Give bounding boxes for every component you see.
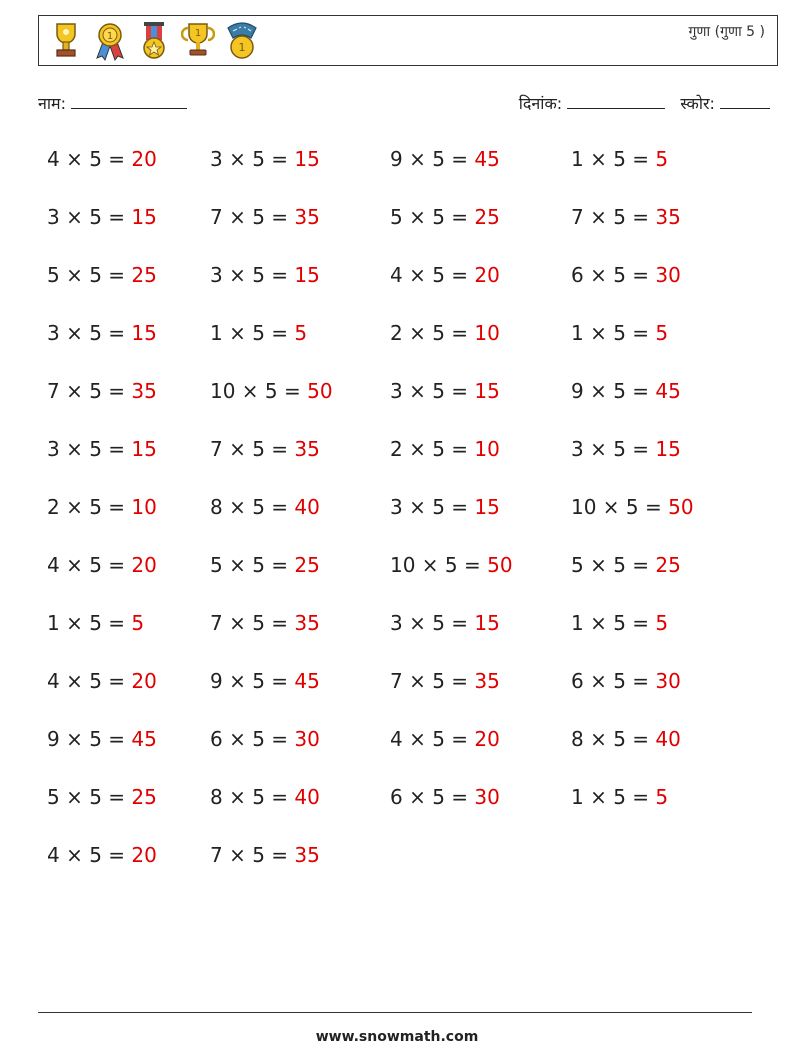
problem-answer: 15 — [131, 321, 157, 345]
problem-item — [210, 379, 333, 403]
problem-item — [47, 669, 157, 693]
problem-question: 1 × 5 = — [571, 785, 656, 809]
problem-answer: 30 — [474, 785, 500, 809]
medal-ribbon-icon — [93, 20, 127, 62]
problem-question: 6 × 5 = — [390, 785, 475, 809]
problem-answer: 30 — [294, 727, 320, 751]
problem-question: 7 × 5 = — [210, 437, 295, 461]
problem-answer: 45 — [131, 727, 157, 751]
problem-item — [390, 495, 500, 519]
problem-question: 4 × 5 = — [390, 263, 475, 287]
problem-item — [47, 553, 157, 577]
problem-answer: 50 — [668, 495, 694, 519]
problem-answer: 40 — [294, 495, 320, 519]
problem-item — [571, 611, 668, 635]
problem-answer: 5 — [655, 321, 669, 345]
problem-answer: 45 — [474, 147, 500, 171]
problem-item — [47, 727, 157, 751]
problem-item — [390, 437, 500, 461]
medal-blue-ribbon-icon — [225, 20, 259, 62]
problem-answer: 40 — [294, 785, 320, 809]
problem-answer: 15 — [131, 205, 157, 229]
problem-item — [210, 147, 320, 171]
problem-answer: 25 — [474, 205, 500, 229]
problem-item — [390, 785, 500, 809]
problem-item — [390, 263, 500, 287]
problem-item — [210, 727, 320, 751]
score-blank[interactable] — [720, 94, 770, 109]
problem-question: 7 × 5 = — [390, 669, 475, 693]
problem-item — [47, 611, 144, 635]
problem-question: 5 × 5 = — [47, 263, 132, 287]
problem-item — [47, 785, 157, 809]
problem-answer: 10 — [474, 321, 500, 345]
problem-item — [390, 611, 500, 635]
problem-answer: 35 — [131, 379, 157, 403]
problem-question: 6 × 5 = — [210, 727, 295, 751]
problem-question: 3 × 5 = — [390, 379, 475, 403]
problem-question: 1 × 5 = — [571, 147, 656, 171]
award-icons — [49, 20, 259, 62]
problem-item — [571, 553, 681, 577]
problem-answer: 45 — [655, 379, 681, 403]
problem-item — [571, 727, 681, 751]
problem-answer: 35 — [474, 669, 500, 693]
problem-question: 4 × 5 = — [47, 553, 132, 577]
problem-answer: 10 — [474, 437, 500, 461]
problem-item — [47, 437, 157, 461]
problem-question: 9 × 5 = — [390, 147, 475, 171]
problem-item — [47, 843, 157, 867]
problem-answer: 5 — [131, 611, 145, 635]
problem-answer: 10 — [131, 495, 157, 519]
problem-item — [571, 495, 694, 519]
problem-question: 2 × 5 = — [390, 321, 475, 345]
problem-answer: 15 — [131, 437, 157, 461]
problem-answer: 35 — [294, 843, 320, 867]
problem-answer: 15 — [474, 495, 500, 519]
problem-item — [47, 205, 157, 229]
problem-question: 3 × 5 = — [47, 437, 132, 461]
problem-question: 1 × 5 = — [210, 321, 295, 345]
problem-item — [210, 611, 320, 635]
problem-question: 4 × 5 = — [47, 843, 132, 867]
problem-item — [47, 379, 157, 403]
problem-item — [47, 263, 157, 287]
problem-question: 3 × 5 = — [210, 263, 295, 287]
problem-question: 7 × 5 = — [47, 379, 132, 403]
footer-divider — [38, 1012, 752, 1013]
problem-item — [390, 147, 500, 171]
problem-item — [571, 785, 668, 809]
problem-answer: 30 — [655, 263, 681, 287]
problem-question: 4 × 5 = — [47, 669, 132, 693]
problem-answer: 15 — [474, 379, 500, 403]
problem-question: 3 × 5 = — [390, 495, 475, 519]
svg-text:1: 1 — [238, 41, 246, 54]
problem-question: 8 × 5 = — [571, 727, 656, 751]
problem-question: 7 × 5 = — [571, 205, 656, 229]
problem-answer: 45 — [294, 669, 320, 693]
problem-answer: 15 — [294, 147, 320, 171]
problem-answer: 20 — [474, 263, 500, 287]
problem-item — [390, 669, 500, 693]
site-url: www.snowmath.com — [315, 1029, 479, 1045]
problem-item — [47, 321, 157, 345]
trophy-handles-icon — [181, 20, 215, 62]
problem-answer: 35 — [294, 205, 320, 229]
name-field — [38, 92, 187, 114]
problem-question: 3 × 5 = — [47, 321, 132, 345]
problem-question: 3 × 5 = — [210, 147, 295, 171]
worksheet-header — [38, 15, 778, 66]
problem-item — [571, 379, 681, 403]
problem-item — [210, 843, 320, 867]
problem-item — [571, 205, 681, 229]
trophy-cup-icon — [49, 20, 83, 62]
problem-answer: 20 — [131, 553, 157, 577]
problem-question: 7 × 5 = — [210, 843, 295, 867]
problem-item — [571, 263, 681, 287]
worksheet-title: गुणा (गुणा 5 ) — [688, 24, 765, 40]
problem-item — [390, 205, 500, 229]
problem-answer: 50 — [307, 379, 333, 403]
problem-item — [571, 147, 668, 171]
problem-question: 5 × 5 = — [210, 553, 295, 577]
problem-question: 10 × 5 = — [571, 495, 669, 519]
problem-question: 9 × 5 = — [47, 727, 132, 751]
date-score-field — [519, 92, 770, 114]
problem-answer: 25 — [131, 263, 157, 287]
problem-question: 5 × 5 = — [47, 785, 132, 809]
problem-question: 5 × 5 = — [390, 205, 475, 229]
problem-question: 6 × 5 = — [571, 263, 656, 287]
svg-text:1: 1 — [194, 28, 202, 39]
problem-answer: 35 — [294, 437, 320, 461]
problem-answer: 5 — [294, 321, 308, 345]
problem-answer: 25 — [294, 553, 320, 577]
problem-question: 10 × 5 = — [390, 553, 488, 577]
problem-answer: 20 — [474, 727, 500, 751]
problem-question: 9 × 5 = — [571, 379, 656, 403]
problem-question: 3 × 5 = — [390, 611, 475, 635]
problem-question: 4 × 5 = — [390, 727, 475, 751]
problem-item — [210, 553, 320, 577]
problem-question: 3 × 5 = — [47, 205, 132, 229]
problem-question: 3 × 5 = — [571, 437, 656, 461]
problem-question: 9 × 5 = — [210, 669, 295, 693]
problem-answer: 5 — [655, 611, 669, 635]
name-blank[interactable] — [71, 94, 187, 109]
problem-item — [571, 437, 681, 461]
problem-item — [390, 321, 500, 345]
problem-item — [210, 437, 320, 461]
problem-answer: 5 — [655, 147, 669, 171]
problem-item — [210, 263, 320, 287]
problem-item — [390, 553, 513, 577]
problem-question: 7 × 5 = — [210, 205, 295, 229]
problem-item — [210, 669, 320, 693]
problem-item — [571, 321, 668, 345]
problem-item — [571, 669, 681, 693]
problem-question: 4 × 5 = — [47, 147, 132, 171]
problem-answer: 20 — [131, 669, 157, 693]
problem-question: 8 × 5 = — [210, 495, 295, 519]
problem-question: 2 × 5 = — [47, 495, 132, 519]
problem-item — [210, 785, 320, 809]
problem-item — [390, 727, 500, 751]
problem-question: 1 × 5 = — [47, 611, 132, 635]
problem-answer: 35 — [294, 611, 320, 635]
problem-answer: 25 — [655, 553, 681, 577]
problem-question: 7 × 5 = — [210, 611, 295, 635]
problem-answer: 15 — [474, 611, 500, 635]
problem-question: 2 × 5 = — [390, 437, 475, 461]
problem-item — [210, 495, 320, 519]
problem-item — [390, 379, 500, 403]
problem-answer: 50 — [487, 553, 513, 577]
problem-item — [210, 205, 320, 229]
problem-answer: 30 — [655, 669, 681, 693]
problem-item — [47, 147, 157, 171]
problem-question: 1 × 5 = — [571, 611, 656, 635]
problem-answer: 20 — [131, 843, 157, 867]
date-blank[interactable] — [567, 94, 665, 109]
problem-answer: 5 — [655, 785, 669, 809]
name-label: नाम: — [38, 94, 66, 113]
problem-answer: 15 — [294, 263, 320, 287]
problem-answer: 40 — [655, 727, 681, 751]
problem-question: 8 × 5 = — [210, 785, 295, 809]
problem-question: 1 × 5 = — [571, 321, 656, 345]
problem-answer: 20 — [131, 147, 157, 171]
problem-answer: 25 — [131, 785, 157, 809]
date-label: दिनांक: — [518, 94, 563, 113]
medal-star-icon — [137, 20, 171, 62]
problem-item — [47, 495, 157, 519]
problem-question: 6 × 5 = — [571, 669, 656, 693]
problem-answer: 15 — [655, 437, 681, 461]
score-label: स्कोर: — [680, 94, 715, 113]
problem-answer: 35 — [655, 205, 681, 229]
problem-question: 10 × 5 = — [210, 379, 308, 403]
problem-question: 5 × 5 = — [571, 553, 656, 577]
problem-item — [210, 321, 307, 345]
svg-text:1: 1 — [106, 31, 114, 42]
